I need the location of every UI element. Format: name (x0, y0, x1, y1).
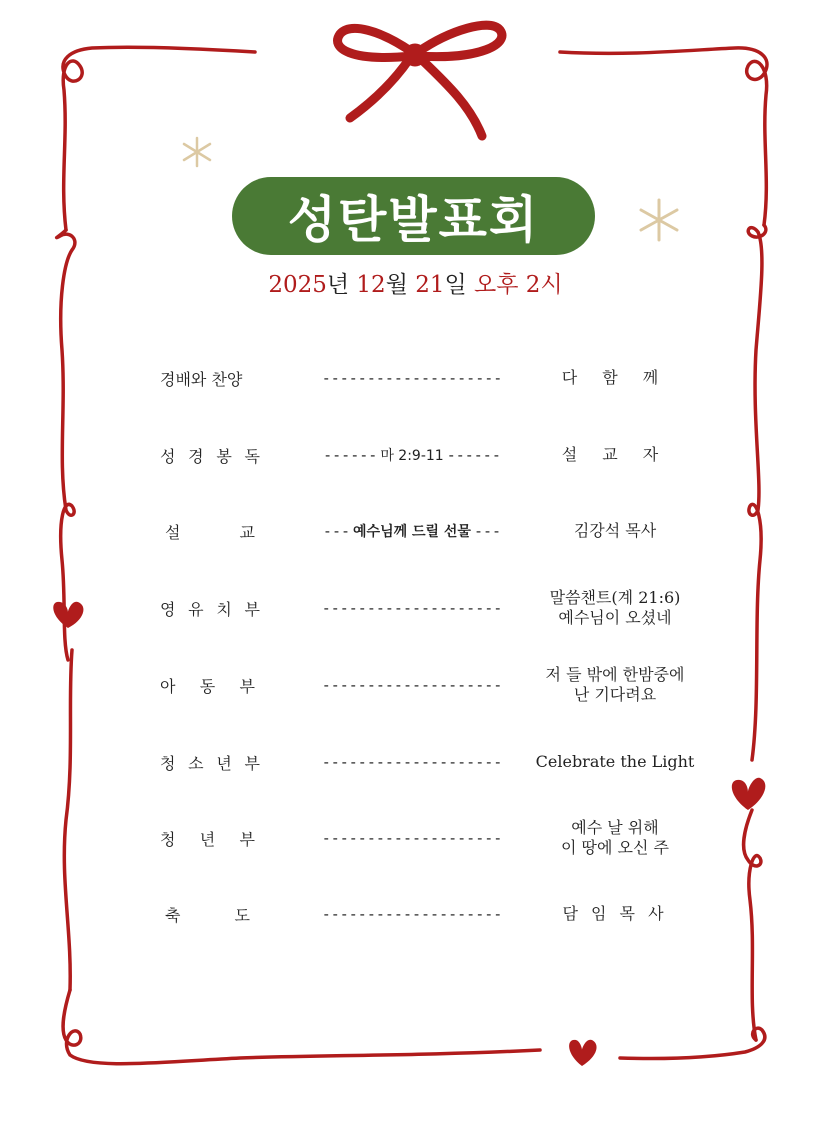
program-leader: -------------------- (321, 599, 503, 617)
label-part: 부 (244, 599, 260, 619)
program-row (0, 737, 831, 787)
event-date (0, 266, 831, 299)
label-part: 부 (244, 753, 260, 773)
snowflake-icon (641, 200, 677, 240)
program-row (0, 506, 831, 556)
program-detail (530, 430, 700, 480)
label-part: 아 (160, 676, 176, 696)
program-detail (530, 660, 700, 710)
date-day: 21 (415, 272, 445, 298)
label-part: 교 (239, 522, 255, 542)
date-day-unit: 일 (444, 272, 467, 298)
date-month-unit: 월 (385, 272, 408, 298)
date-year-unit: 년 (326, 272, 350, 298)
program-label (160, 506, 260, 556)
date-time: 오후 2시 (474, 272, 563, 298)
label-part: 년 (216, 753, 232, 773)
program-leader: -------------------- (321, 676, 503, 694)
program-row (0, 583, 831, 633)
program-label (160, 430, 260, 480)
detail-line: 난 기다려요 (573, 685, 657, 704)
program-label (160, 353, 260, 403)
detail-line: 담 임 목 사 (562, 904, 668, 923)
detail-line: 저 들 밖에 한밤중에 (545, 665, 685, 684)
title-banner (232, 177, 595, 255)
program-label (160, 660, 255, 710)
program-detail (530, 737, 700, 787)
label-part: 치 (216, 599, 232, 619)
label-part: 부 (239, 676, 255, 696)
label-part: 경배와 찬양 (160, 369, 243, 389)
label-part: 경 (188, 446, 204, 466)
detail-line: 말씀챈트(계 21:6) (549, 588, 681, 607)
program-leader (298, 430, 526, 480)
leader-dashes: --- (473, 522, 502, 540)
program-label (160, 813, 255, 863)
label-part: 독 (244, 446, 260, 466)
bow-icon (338, 25, 502, 136)
label-part: 소 (188, 753, 204, 773)
program-row (0, 660, 831, 710)
program-label (160, 737, 260, 787)
label-part: 청 (160, 753, 176, 773)
program-detail (530, 889, 700, 939)
detail-line: 예수님이 오셨네 (558, 608, 672, 627)
date-year: 2025 (268, 272, 327, 298)
label-part: 설 (165, 522, 181, 542)
scripture-reference: 마 2:9-11 (380, 448, 444, 464)
program-row (0, 813, 831, 863)
leader-dashes: --- (322, 522, 351, 540)
label-part: 도 (234, 905, 250, 925)
detail-line: Celebrate the Light (535, 752, 695, 771)
detail-line: 다 함 께 (561, 368, 669, 387)
program-leader: -------------------- (321, 369, 503, 387)
label-part: 동 (199, 676, 216, 696)
program-detail (530, 353, 700, 403)
leader-dashes: ------ (446, 446, 501, 464)
detail-line: 예수 날 위해 (571, 818, 659, 837)
label-part: 유 (188, 599, 204, 619)
program-detail (530, 583, 700, 633)
snowflake-icon (184, 138, 210, 166)
program-detail (530, 813, 700, 863)
label-part: 영 (160, 599, 176, 619)
heart-icon (569, 1040, 596, 1066)
label-part: 성 (160, 446, 176, 466)
label-part: 청 (160, 829, 176, 849)
detail-line: 이 땅에 오신 주 (561, 838, 669, 857)
label-part: 봉 (216, 446, 232, 466)
program-row (0, 430, 831, 480)
program-leader: -------------------- (321, 753, 503, 771)
program-row (0, 353, 831, 403)
date-month: 12 (356, 272, 386, 298)
label-part: 부 (239, 829, 255, 849)
program-leader: -------------------- (321, 905, 503, 923)
detail-line: 설 교 자 (561, 445, 669, 464)
page-title: 성탄발표회 (287, 191, 540, 249)
sermon-title: 예수님께 드릴 선물 (353, 524, 471, 540)
leader-dashes: ------ (323, 446, 378, 464)
program-row (0, 889, 831, 939)
label-part: 축 (165, 905, 181, 925)
program-leader: -------------------- (321, 829, 503, 847)
label-part: 년 (199, 829, 216, 849)
program-label (160, 583, 260, 633)
program-leader (298, 506, 526, 556)
detail-line: 김강석 목사 (573, 521, 657, 540)
program-detail (530, 506, 700, 556)
program-label (160, 889, 255, 939)
